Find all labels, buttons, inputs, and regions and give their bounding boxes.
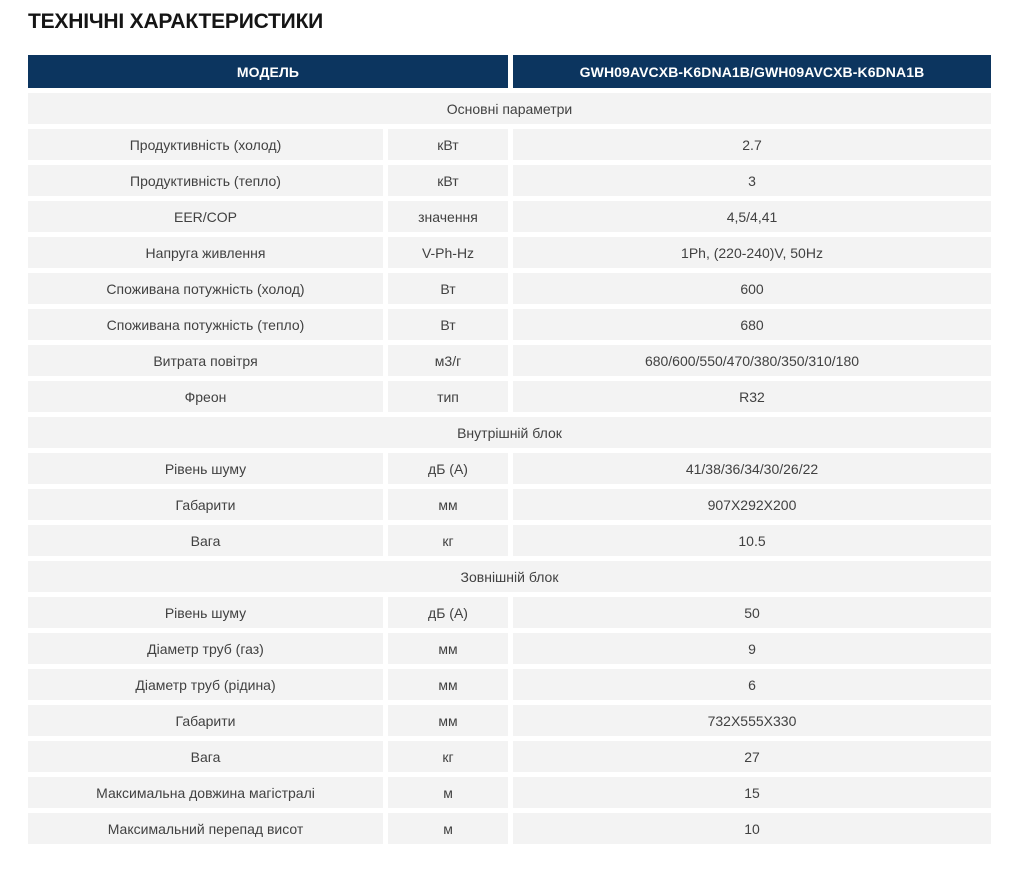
row-value-cell: 50 <box>513 597 991 628</box>
table-body <box>28 93 991 844</box>
section-title: Зовнішній блок <box>28 561 991 592</box>
row-unit-cell: мм <box>388 633 508 664</box>
section-row <box>28 93 991 124</box>
row-name-cell: Максимальна довжина магістралі <box>28 777 383 808</box>
row-unit-cell: кВт <box>388 165 508 196</box>
row-name-cell: Габарити <box>28 489 383 520</box>
row-value-cell: 6 <box>513 669 991 700</box>
row-value-cell: 1Ph, (220-240)V, 50Hz <box>513 237 991 268</box>
row-name-cell: Максимальний перепад висот <box>28 813 383 844</box>
table-row <box>28 165 991 196</box>
row-unit-cell: мм <box>388 705 508 736</box>
row-unit-cell: тип <box>388 381 508 412</box>
row-name-cell: Фреон <box>28 381 383 412</box>
table-row <box>28 201 991 232</box>
row-unit-cell: дБ (А) <box>388 453 508 484</box>
table-row <box>28 741 991 772</box>
row-unit-cell: Вт <box>388 273 508 304</box>
row-unit-cell: м <box>388 813 508 844</box>
table-row <box>28 489 991 520</box>
row-name-cell: Діаметр труб (рідина) <box>28 669 383 700</box>
row-value-cell: 680 <box>513 309 991 340</box>
table-row <box>28 381 991 412</box>
row-name-cell: Споживана потужність (холод) <box>28 273 383 304</box>
model-header-cell: МОДЕЛЬ <box>28 55 508 88</box>
row-unit-cell: м3/г <box>388 345 508 376</box>
row-value-cell: 680/600/550/470/380/350/310/180 <box>513 345 991 376</box>
row-value-cell: 4,5/4,41 <box>513 201 991 232</box>
section-row <box>28 417 991 448</box>
section-title: Внутрішній блок <box>28 417 991 448</box>
row-name-cell: Рівень шуму <box>28 597 383 628</box>
row-value-cell: 10.5 <box>513 525 991 556</box>
table-row <box>28 273 991 304</box>
row-name-cell: Витрата повітря <box>28 345 383 376</box>
row-unit-cell: мм <box>388 669 508 700</box>
row-name-cell: Вага <box>28 741 383 772</box>
row-unit-cell: кВт <box>388 129 508 160</box>
table-row <box>28 129 991 160</box>
row-value-cell: 907X292X200 <box>513 489 991 520</box>
row-name-cell: Продуктивність (холод) <box>28 129 383 160</box>
table-row <box>28 237 991 268</box>
table-row <box>28 345 991 376</box>
table-row <box>28 525 991 556</box>
row-unit-cell: кг <box>388 525 508 556</box>
row-name-cell: EER/COP <box>28 201 383 232</box>
table-row <box>28 705 991 736</box>
row-name-cell: Продуктивність (тепло) <box>28 165 383 196</box>
row-value-cell: 600 <box>513 273 991 304</box>
table-row <box>28 633 991 664</box>
row-value-cell: 3 <box>513 165 991 196</box>
row-unit-cell: значення <box>388 201 508 232</box>
row-value-cell: 10 <box>513 813 991 844</box>
table-header-row <box>28 55 991 88</box>
row-name-cell: Вага <box>28 525 383 556</box>
model-value-cell: GWH09AVCXB-K6DNA1B/GWH09AVCXB-K6DNA1B <box>513 55 991 88</box>
table-row <box>28 309 991 340</box>
row-value-cell: 41/38/36/34/30/26/22 <box>513 453 991 484</box>
table-row <box>28 813 991 844</box>
row-name-cell: Рівень шуму <box>28 453 383 484</box>
spec-table <box>28 55 991 849</box>
table-row <box>28 453 991 484</box>
row-unit-cell: Вт <box>388 309 508 340</box>
row-value-cell: 27 <box>513 741 991 772</box>
row-name-cell: Габарити <box>28 705 383 736</box>
table-row <box>28 669 991 700</box>
row-unit-cell: кг <box>388 741 508 772</box>
row-value-cell: 732X555X330 <box>513 705 991 736</box>
row-value-cell: 9 <box>513 633 991 664</box>
row-name-cell: Напруга живлення <box>28 237 383 268</box>
row-unit-cell: дБ (А) <box>388 597 508 628</box>
row-name-cell: Споживана потужність (тепло) <box>28 309 383 340</box>
row-name-cell: Діаметр труб (газ) <box>28 633 383 664</box>
row-unit-cell: м <box>388 777 508 808</box>
row-unit-cell: V-Ph-Hz <box>388 237 508 268</box>
page-title: ТЕХНІЧНІ ХАРАКТЕРИСТИКИ <box>28 10 324 33</box>
row-value-cell: 15 <box>513 777 991 808</box>
row-unit-cell: мм <box>388 489 508 520</box>
table-row <box>28 777 991 808</box>
row-value-cell: R32 <box>513 381 991 412</box>
table-row <box>28 597 991 628</box>
section-row <box>28 561 991 592</box>
section-title: Основні параметри <box>28 93 991 124</box>
row-value-cell: 2.7 <box>513 129 991 160</box>
